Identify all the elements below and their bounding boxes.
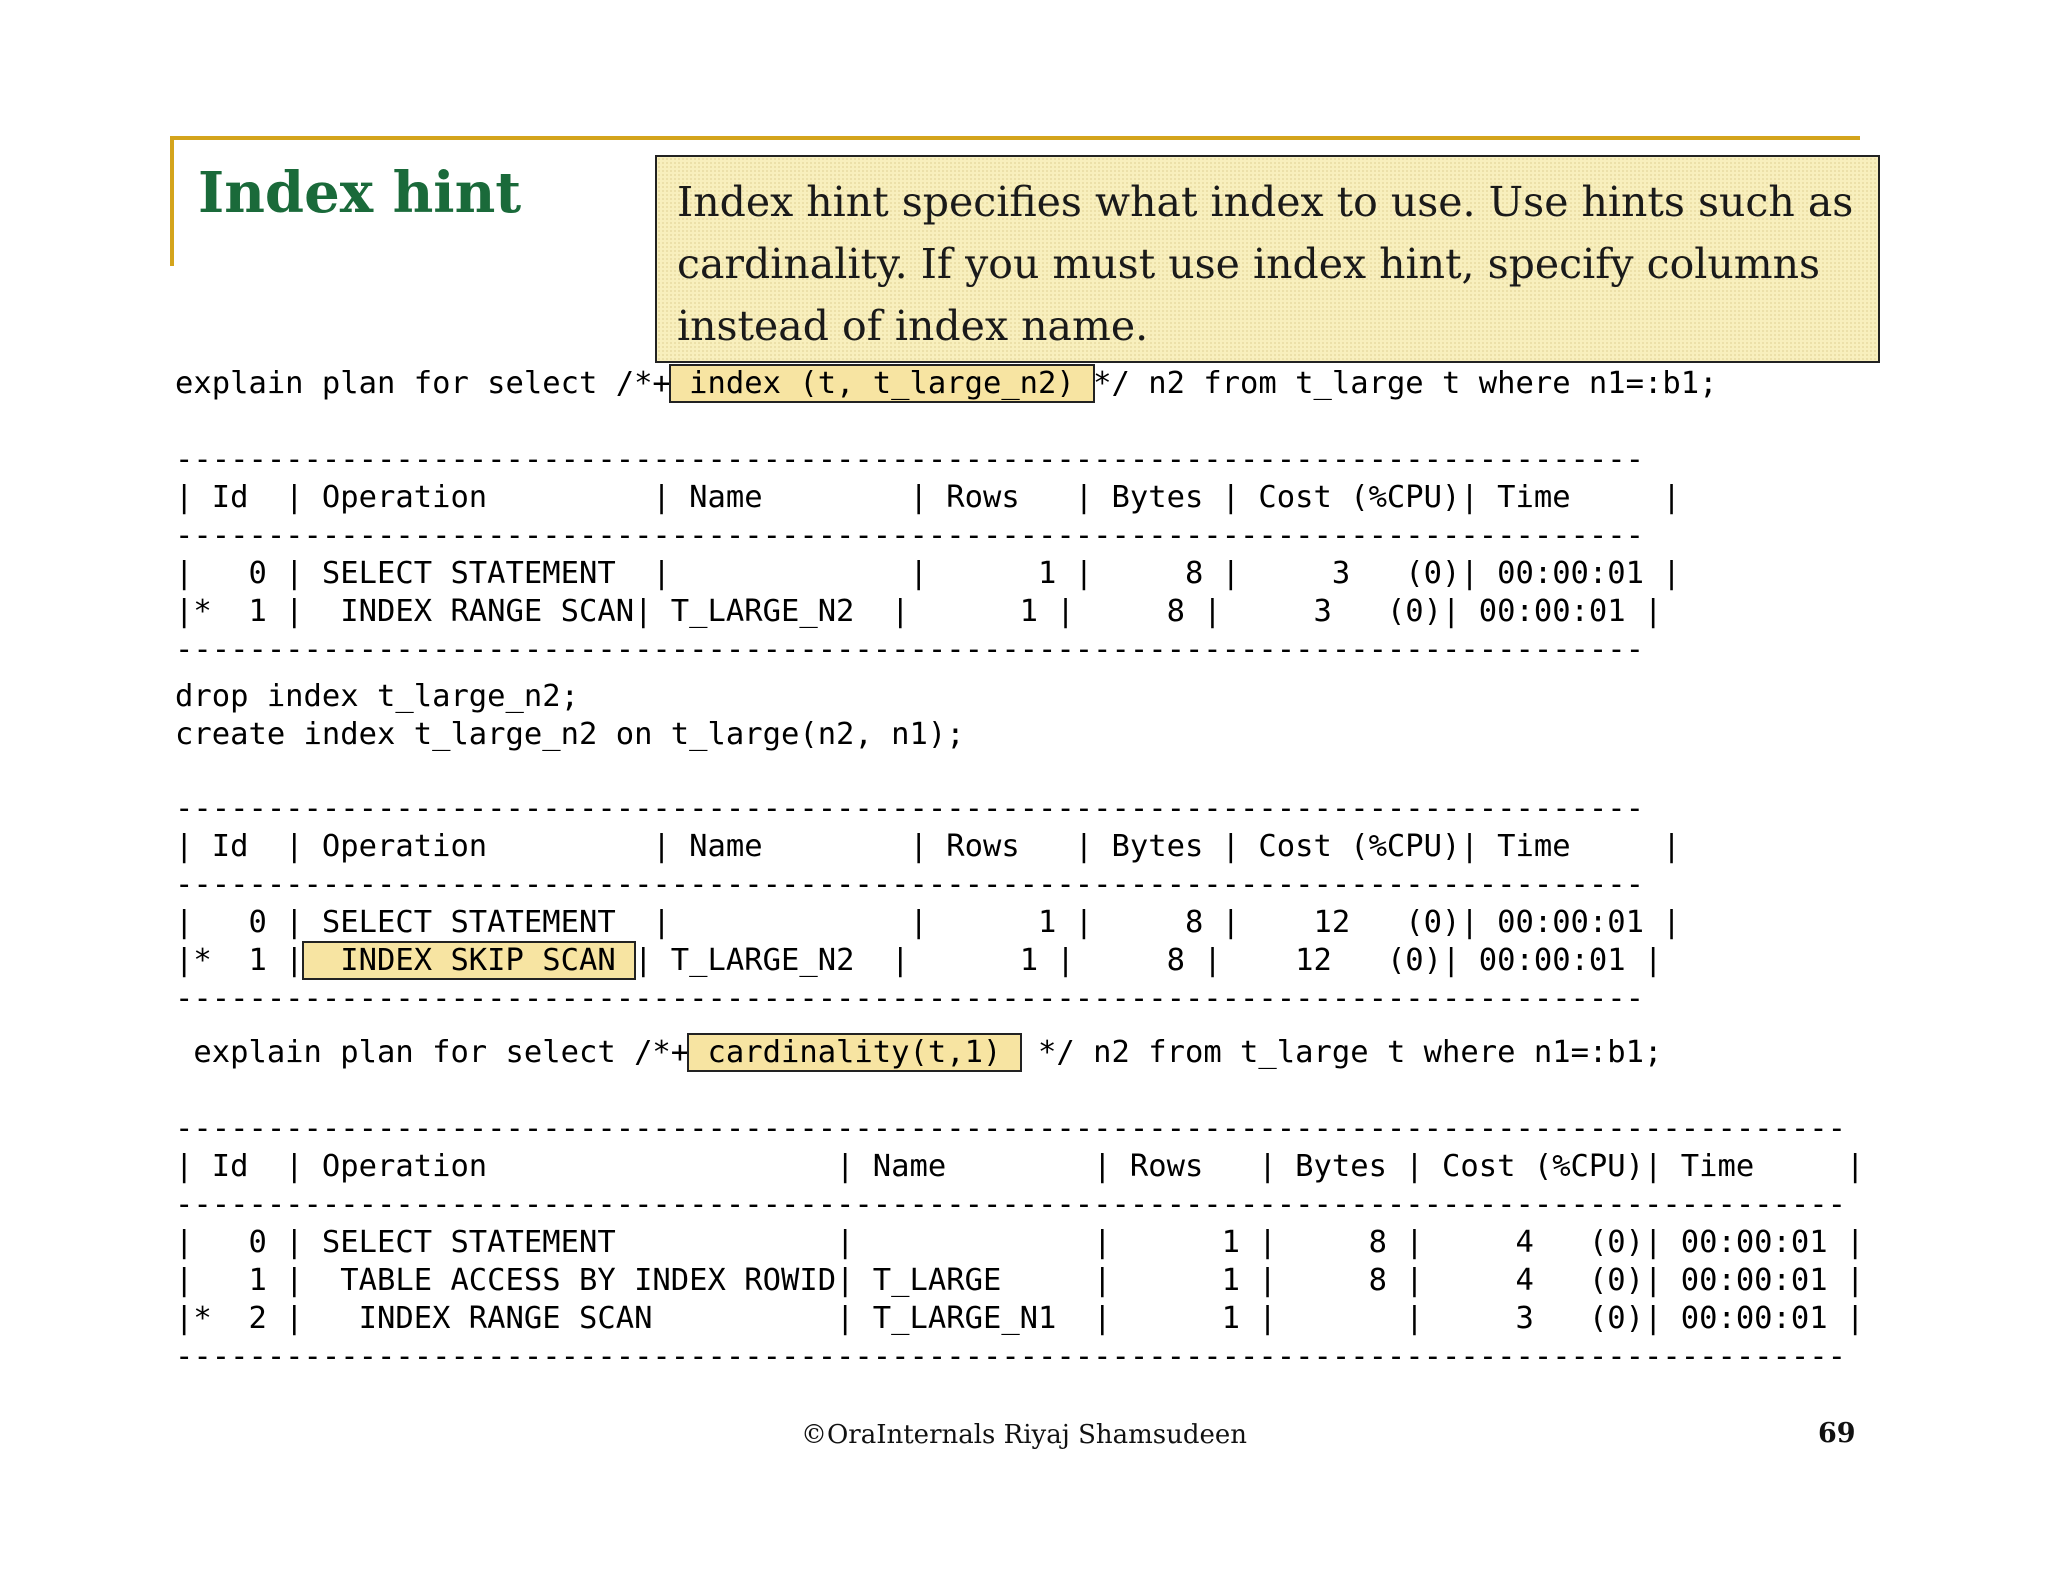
slide-title: Index hint [198, 160, 522, 226]
plan-table-3 [175, 1110, 1864, 1376]
skip-scan-highlight: INDEX SKIP SCAN [303, 943, 635, 978]
plan2-line: -------------------------------------------------------------------------------- [175, 791, 1645, 826]
title-rule [170, 136, 1860, 140]
plan1-line: -------------------------------------------------------------------------------- [175, 632, 1645, 667]
title-rule-left [170, 136, 174, 266]
plan-table-1 [175, 441, 1681, 669]
cardinality-hint-highlight: cardinality(t,1) [689, 1035, 1020, 1070]
query-prefix: explain plan for select /*+ [175, 366, 671, 401]
plan3-line: ------------------------------------------------------------------------------------------- [175, 1187, 1846, 1222]
plan2-row-prefix: |* 1 | [175, 943, 304, 978]
plan2-header: | Id | Operation | Name | Rows | Bytes | Cost (%CPU)| Time | [175, 829, 1681, 864]
query-suffix: */ n2 from t_large t where n1=:b1; [1019, 1035, 1663, 1070]
create-index-line: create index t_large_n2 on t_large(n2, n1); [175, 717, 965, 752]
plan2-row-suffix: | T_LARGE_N2 | 1 | 8 | 12 (0)| 00:00:01 | [634, 943, 1663, 978]
plan3-row: | 1 | TABLE ACCESS BY INDEX ROWID| T_LARGE | 1 | 8 | 4 (0)| 00:00:01 | [175, 1263, 1865, 1298]
callout-box: Index hint specifies what index to use. Use hints such as cardinality. If you must use index hint, specify columns instead of index name. [655, 155, 1880, 363]
plan-table-2 [175, 790, 1681, 1018]
plan1-line: -------------------------------------------------------------------------------- [175, 518, 1645, 553]
index-hint-highlight: index (t, t_large_n2) [670, 366, 1094, 401]
plan3-line: ------------------------------------------------------------------------------------------- [175, 1339, 1846, 1374]
query-suffix: */ n2 from t_large t where n1=:b1; [1093, 366, 1718, 401]
page-number: 69 [1818, 1418, 1856, 1449]
plan2-line: -------------------------------------------------------------------------------- [175, 867, 1645, 902]
ddl-statements [175, 678, 965, 754]
plan1-line: -------------------------------------------------------------------------------- [175, 442, 1645, 477]
plan1-header: | Id | Operation | Name | Rows | Bytes | Cost (%CPU)| Time | [175, 480, 1681, 515]
plan1-row: |* 1 | INDEX RANGE SCAN| T_LARGE_N2 | 1 | 8 | 3 (0)| 00:00:01 | [175, 594, 1663, 629]
plan3-row: | 0 | SELECT STATEMENT | | 1 | 8 | 4 (0)| 00:00:01 | [175, 1225, 1865, 1260]
footer-copyright: ©OraInternals Riyaj Shamsudeen [800, 1420, 1248, 1450]
plan3-header: | Id | Operation | Name | Rows | Bytes | Cost (%CPU)| Time | [175, 1149, 1865, 1184]
plan1-row: | 0 | SELECT STATEMENT | | 1 | 8 | 3 (0)| 00:00:01 | [175, 556, 1681, 591]
plan2-row: | 0 | SELECT STATEMENT | | 1 | 8 | 12 (0)| 00:00:01 | [175, 905, 1681, 940]
query-prefix: explain plan for select /*+ [175, 1035, 690, 1070]
plan2-line: -------------------------------------------------------------------------------- [175, 981, 1645, 1016]
query-index-hint [175, 365, 1717, 403]
plan3-row: |* 2 | INDEX RANGE SCAN | T_LARGE_N1 | 1 | | 3 (0)| 00:00:01 | [175, 1301, 1865, 1336]
query-cardinality-hint [175, 1034, 1662, 1072]
plan3-line: ------------------------------------------------------------------------------------------- [175, 1111, 1846, 1146]
drop-index-line: drop index t_large_n2; [175, 679, 579, 714]
